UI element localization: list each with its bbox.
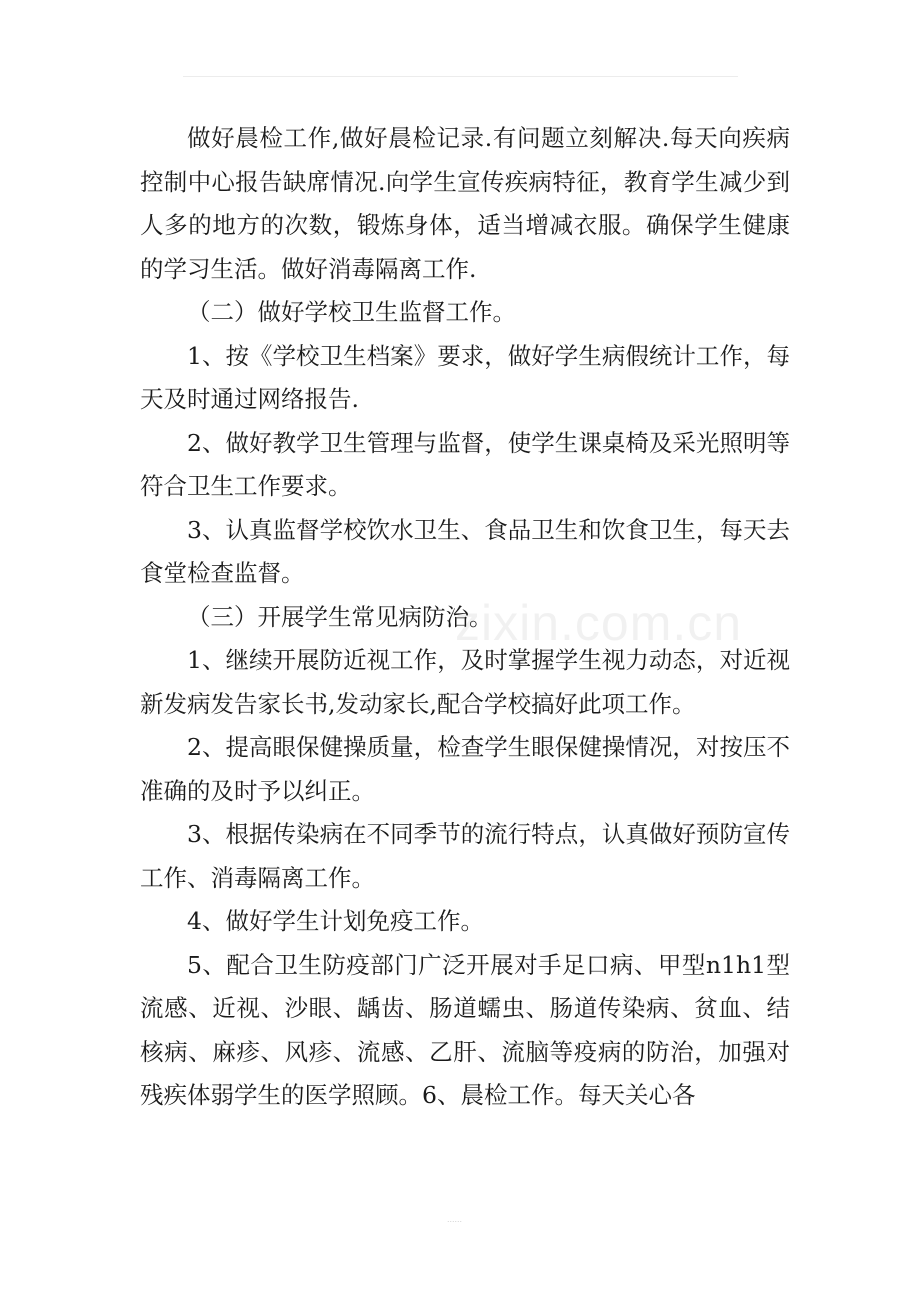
list-item: 5、配合卫生防疫部门广泛开展对手足口病、甲型n1h1型流感、近视、沙眼、龋齿、肠道蠕虫、肠道传染病、贫血、结核病、麻疹、风疹、流感、乙肝、流脑等疫病的防治，加强对残疾体弱学生的医学照顾。6、晨检工作。每天关心各 xyxy=(140,950,790,1109)
list-item: 2、提高眼保健操质量，检查学生眼保健操情况，对按压不准确的及时予以纠正。 xyxy=(140,733,790,805)
list-item: 1、继续开展防近视工作，及时掌握学生视力动态，对近视新发病发告家长书,发动家长,配合学校搞好此项工作。 xyxy=(140,646,790,718)
list-item: 2、做好教学卫生管理与监督，使学生课桌椅及采光照明等符合卫生工作要求。 xyxy=(140,428,790,500)
list-item: 4、做好学生计划免疫工作。 xyxy=(187,907,484,935)
paragraph: 做好晨检工作,做好晨检记录.有问题立刻解决.每天向疾病控制中心报告缺席情况.向学生宣传疾病特征，教育学生减少到人多的地方的次数，锻炼身体，适当增减衣服。确保学生健康的学习生活。做好消毒隔离工作. xyxy=(140,124,790,283)
footer-mark: ...... xyxy=(447,1214,463,1224)
list-item: 3、认真监督学校饮水卫生、食品卫生和饮食卫生，每天去食堂检查监督。 xyxy=(140,515,790,587)
section-heading: （二）做好学校卫生监督工作。 xyxy=(187,298,516,326)
header-rule xyxy=(183,76,738,77)
list-item: 3、根据传染病在不同季节的流行特点，认真做好预防宣传工作、消毒隔离工作。 xyxy=(140,820,790,892)
watermark: zixin.com.cn xyxy=(455,595,743,651)
section-heading: （三）开展学生常见病防治。 xyxy=(187,602,493,631)
list-item: 1、按《学校卫生档案》要求，做好学生病假统计工作，每天及时通过网络报告. xyxy=(140,341,790,413)
document-body xyxy=(140,117,790,1118)
